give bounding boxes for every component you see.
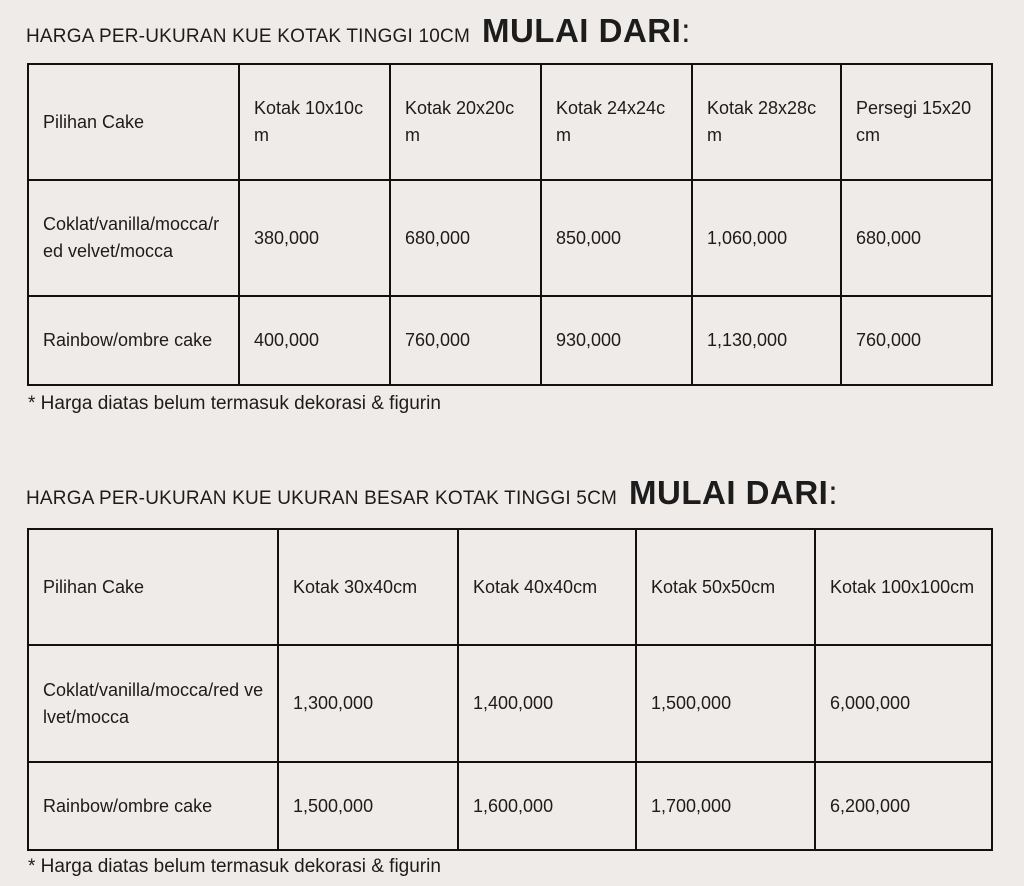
section2-heading-strong: MULAI DARI <box>629 474 829 511</box>
header-cell: Kotak 100x100cm <box>815 529 992 645</box>
cake-name-cell: Rainbow/ombre cake <box>28 762 278 850</box>
section2-heading-text: HARGA PER-UKURAN KUE UKURAN BESAR KOTAK TINGGI 5CM <box>26 488 618 509</box>
price-cell: 6,000,000 <box>815 645 992 762</box>
table-row <box>28 645 992 762</box>
header-cell: Pilihan Cake <box>28 64 239 180</box>
header-cell: Kotak 40x40cm <box>458 529 636 645</box>
cake-name-cell: Rainbow/ombre cake <box>28 296 239 385</box>
price-cell: 1,130,000 <box>692 296 841 385</box>
header-cell: Persegi 15x20cm <box>841 64 992 180</box>
price-cell: 1,500,000 <box>636 645 815 762</box>
cake-name-cell: Coklat/vanilla/mocca/red velvet/mocca <box>28 180 239 296</box>
price-cell: 1,400,000 <box>458 645 636 762</box>
header-cell: Kotak 30x40cm <box>278 529 458 645</box>
header-cell: Kotak 10x10cm <box>239 64 390 180</box>
section1-heading-strong: MULAI DARI <box>481 12 682 49</box>
price-cell: 1,700,000 <box>636 762 815 850</box>
section2-heading-colon: : <box>828 474 838 511</box>
price-cell: 930,000 <box>541 296 692 385</box>
price-cell: 1,300,000 <box>278 645 458 762</box>
header-cell: Kotak 50x50cm <box>636 529 815 645</box>
price-cell: 760,000 <box>841 296 992 385</box>
price-cell: 1,500,000 <box>278 762 458 850</box>
price-table-5cm <box>27 528 993 851</box>
price-cell: 1,600,000 <box>458 762 636 850</box>
price-cell: 760,000 <box>390 296 541 385</box>
price-cell: 680,000 <box>390 180 541 296</box>
section2-heading <box>26 474 838 512</box>
header-cell: Pilihan Cake <box>28 529 278 645</box>
header-cell: Kotak 28x28cm <box>692 64 841 180</box>
table-row <box>28 762 992 850</box>
section1-heading-colon: : <box>681 12 691 49</box>
price-cell: 850,000 <box>541 180 692 296</box>
table-header-row <box>28 64 992 180</box>
header-cell: Kotak 24x24cm <box>541 64 692 180</box>
price-table-10cm <box>27 63 993 386</box>
table-header-row <box>28 529 992 645</box>
price-cell: 380,000 <box>239 180 390 296</box>
price-cell: 680,000 <box>841 180 992 296</box>
section1-heading-text: HARGA PER-UKURAN KUE KOTAK TINGGI 10CM <box>26 26 470 47</box>
price-cell: 400,000 <box>239 296 390 385</box>
price-cell: 6,200,000 <box>815 762 992 850</box>
section1-footnote: * Harga diatas belum termasuk dekorasi & figurin <box>28 393 441 414</box>
header-cell: Kotak 20x20cm <box>390 64 541 180</box>
price-cell: 1,060,000 <box>692 180 841 296</box>
table-row <box>28 180 992 296</box>
section2-footnote: * Harga diatas belum termasuk dekorasi & figurin <box>28 856 441 877</box>
cake-name-cell: Coklat/vanilla/mocca/red velvet/mocca <box>28 645 278 762</box>
section1-heading <box>26 12 690 50</box>
table-row <box>28 296 992 385</box>
